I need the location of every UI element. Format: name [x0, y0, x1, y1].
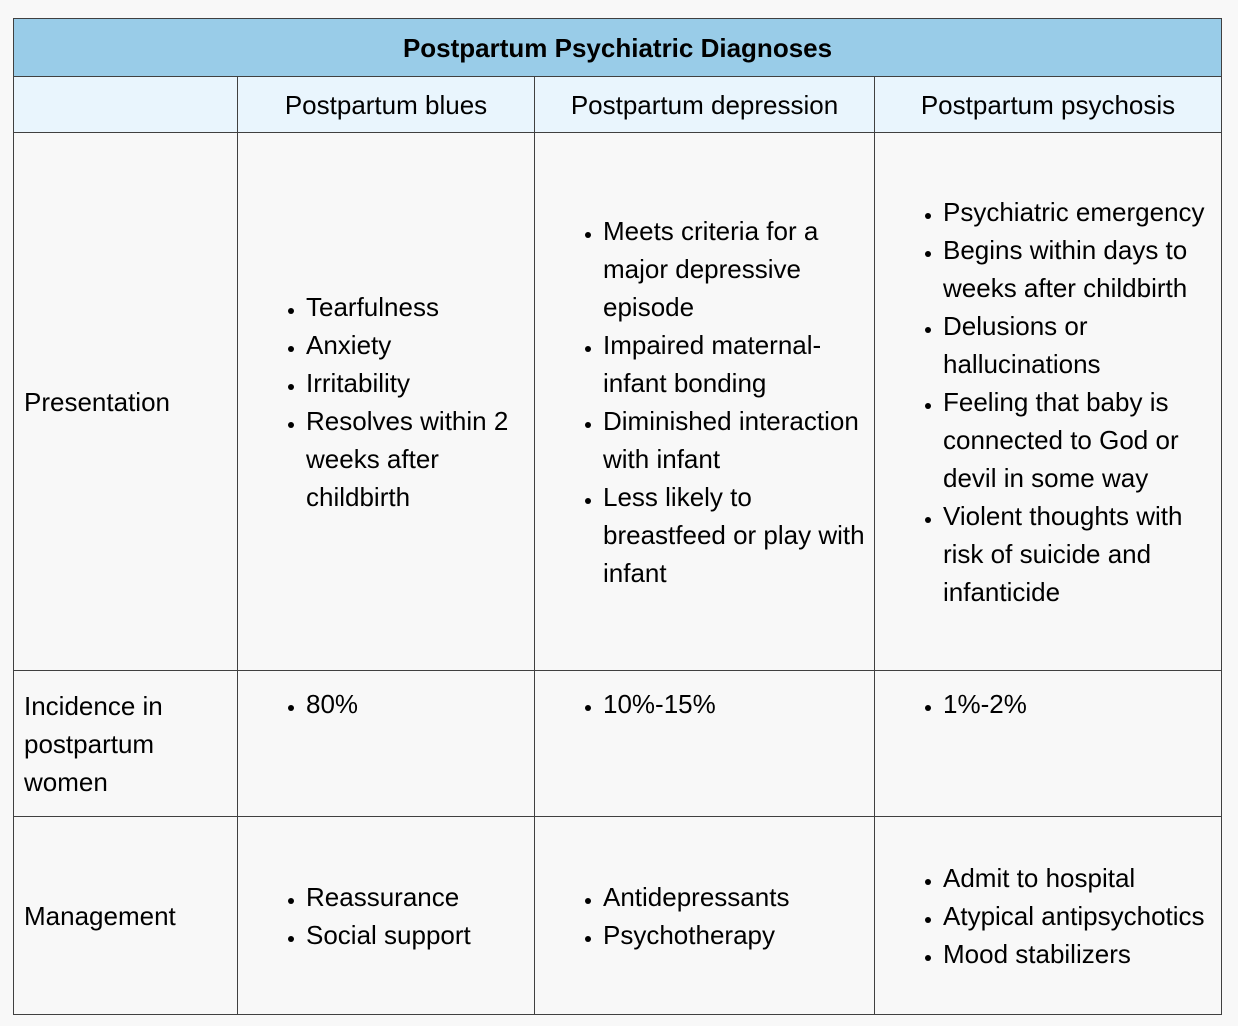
- list-item: • Delusions or hallucinations: [943, 307, 1213, 383]
- bullet-list: [278, 685, 526, 723]
- list-item: • Anxiety: [306, 326, 526, 364]
- list-item: • Feeling that baby is connected to God or devil in some way: [943, 383, 1213, 497]
- bullet-list: [575, 685, 866, 723]
- cell-presentation-psychosis: [875, 133, 1222, 671]
- list-item: • Psychotherapy: [603, 916, 866, 954]
- column-header-blues: Postpartum blues: [238, 77, 535, 133]
- list-item: • Resolves within 2 weeks after childbirth: [306, 402, 526, 516]
- column-header-depression: Postpartum depression: [535, 77, 875, 133]
- column-header-empty: [14, 77, 238, 133]
- cell-management-blues: [238, 817, 535, 1015]
- list-item: • Mood stabilizers: [943, 935, 1213, 973]
- table-row-presentation: [14, 133, 1222, 671]
- cell-presentation-depression: [535, 133, 875, 671]
- list-item: • Irritability: [306, 364, 526, 402]
- list-item: • 10%-15%: [603, 685, 866, 723]
- list-item: • Social support: [306, 916, 526, 954]
- list-item: • 80%: [306, 685, 526, 723]
- list-item: • Impaired maternal-infant bonding: [603, 326, 866, 402]
- list-item: • 1%-2%: [943, 685, 1213, 723]
- bullet-list: [915, 193, 1213, 611]
- row-label-management: Management: [14, 817, 238, 1015]
- bullet-list: [278, 878, 526, 954]
- table-row-management: [14, 817, 1222, 1015]
- list-item: • Tearfulness: [306, 288, 526, 326]
- list-item: • Begins within days to weeks after childbirth: [943, 231, 1213, 307]
- bullet-list: [278, 288, 526, 516]
- row-label-incidence: Incidence in postpartum women: [14, 671, 238, 817]
- table-title: Postpartum Psychiatric Diagnoses: [14, 19, 1222, 77]
- diagnoses-table: [13, 18, 1222, 1015]
- bullet-list: [915, 859, 1213, 973]
- cell-incidence-blues: [238, 671, 535, 817]
- cell-presentation-blues: [238, 133, 535, 671]
- title-row: [14, 19, 1222, 77]
- list-item: • Atypical antipsychotics: [943, 897, 1213, 935]
- list-item: • Less likely to breastfeed or play with infant: [603, 478, 866, 592]
- cell-management-depression: [535, 817, 875, 1015]
- list-item: • Admit to hospital: [943, 859, 1213, 897]
- cell-incidence-depression: [535, 671, 875, 817]
- bullet-list: [575, 212, 866, 592]
- list-item: • Violent thoughts with risk of suicide and infanticide: [943, 497, 1213, 611]
- bullet-list: [575, 878, 866, 954]
- cell-management-psychosis: [875, 817, 1222, 1015]
- cell-incidence-psychosis: [875, 671, 1222, 817]
- list-item: • Reassurance: [306, 878, 526, 916]
- table-row-incidence: [14, 671, 1222, 817]
- list-item: • Meets criteria for a major depressive episode: [603, 212, 866, 326]
- column-header-psychosis: Postpartum psychosis: [875, 77, 1222, 133]
- list-item: • Antidepressants: [603, 878, 866, 916]
- list-item: • Psychiatric emergency: [943, 193, 1213, 231]
- header-row: [14, 77, 1222, 133]
- row-label-presentation: Presentation: [14, 133, 238, 671]
- bullet-list: [915, 685, 1213, 723]
- list-item: • Diminished interaction with infant: [603, 402, 866, 478]
